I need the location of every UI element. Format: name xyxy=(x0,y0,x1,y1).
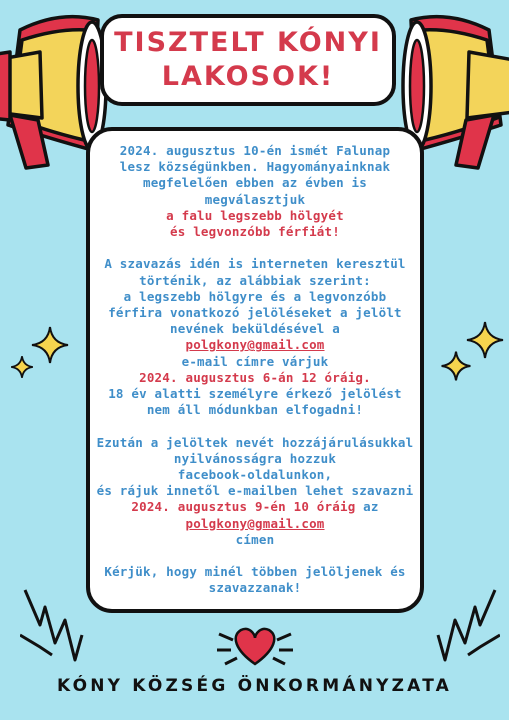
deadline-line: 2024. augusztus 6-án 12 óráig. xyxy=(139,369,371,385)
text-line: Ezután a jelöltek nevét hozzájárulásukkal xyxy=(96,434,414,450)
text-line: nevének beküldésével a xyxy=(170,321,340,337)
text-line: e-mail címre várjuk xyxy=(181,353,329,369)
text-line: a legszebb hölgyre és a legvonzóbb xyxy=(123,288,387,304)
text-line: megfelelően ebben az évben is xyxy=(142,175,368,191)
email-link[interactable]: polgkony@gmail.com xyxy=(185,337,325,353)
sparkle-icon xyxy=(30,325,70,365)
text-line: szavazzanak! xyxy=(208,580,302,596)
text-line: A szavazás idén is interneten keresztül xyxy=(104,256,406,272)
footer-signature: KÓNY KÖZSÉG ÖNKORMÁNYZATA xyxy=(56,676,453,696)
text-line: facebook-oldalunkon, xyxy=(177,467,333,483)
title-box xyxy=(100,14,396,106)
heart-icon xyxy=(205,612,305,672)
page-title-line-2: LAKOSOK! xyxy=(161,61,335,92)
text-line: és rájuk innetől e-mailben lehet szavazni xyxy=(96,483,414,499)
deadline-line: 2024. augusztus 9-én 10 óráig xyxy=(131,499,356,515)
email-link[interactable]: polgkony@gmail.com xyxy=(185,515,325,531)
announcement-text xyxy=(90,143,420,597)
text-fragment: az xyxy=(355,499,379,515)
highlight-line: a falu legszebb hölgyét xyxy=(166,207,344,223)
sparkle-icon xyxy=(10,355,34,379)
page-title-line-1: TISZTELT KÓNYI xyxy=(114,27,382,58)
burst-right-icon xyxy=(410,585,500,665)
text-line: megválasztjuk xyxy=(204,191,306,207)
announcement-box xyxy=(86,127,424,613)
text-line: nyilvánosságra hozzuk xyxy=(173,450,337,466)
text-line: nem áll módunkban elfogadni! xyxy=(146,402,364,418)
text-line: férfira vonatkozó jelöléseket a jelölt xyxy=(108,305,402,321)
text-line: 18 év alatti személyre érkező jelölést xyxy=(108,386,402,402)
sparkle-icon xyxy=(440,350,472,382)
text-line: történik, az alábbiak szerint: xyxy=(139,272,371,288)
text-line: Kérjük, hogy minél többen jelöljenek és xyxy=(104,564,406,580)
text-line: 2024. augusztus 10-én ismét Falunap xyxy=(119,143,391,158)
text-line: címen xyxy=(235,531,275,547)
highlight-line: és legvonzóbb férfiát! xyxy=(170,224,340,240)
text-line: lesz községünkben. Hagyományainknak xyxy=(119,159,391,175)
